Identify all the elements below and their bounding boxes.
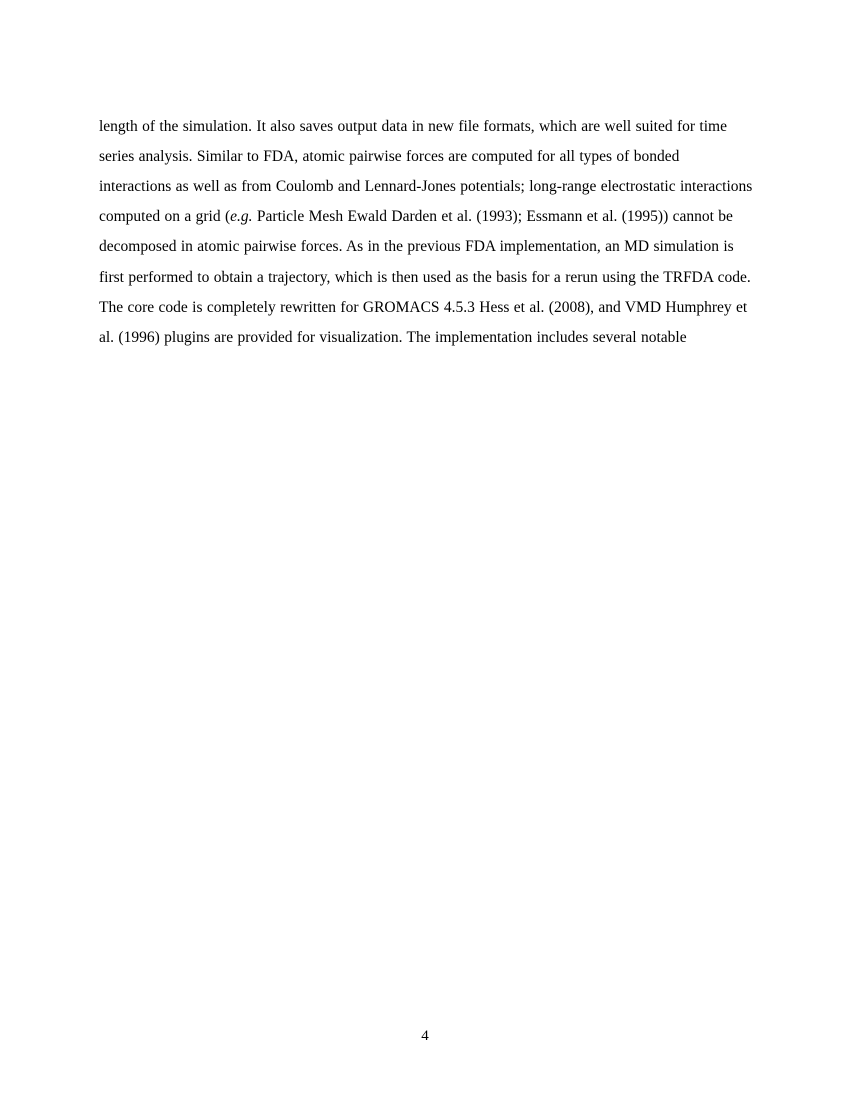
page-number: 4 <box>421 1028 429 1044</box>
paragraph-segment-1: length of the simulation. It also saves output data in new file formats, which are well suited for time series analysis. Similar to FDA, atomic pairwise forces are computed for all types of bonded interactions as well as from Coulomb and Lennard-Jones potentials; long-range electrostatic interactions computed on a grid ( <box>99 117 753 226</box>
body-paragraph <box>99 112 755 354</box>
paragraph-segment-2: Particle Mesh Ewald Darden et al. (1993); Essmann et al. (1995)) cannot be decomposed in atomic pairwise forces. As in the previous FDA implementation, an MD simulation is first performed to obtain a trajectory, which is then used as the basis for a rerun using the TRFDA code. The core code is completely rewritten for GROMACS 4.5.3 Hess et al. (2008), and VMD Humphrey et al. (1996) plugins are provided for visualization. The implementation includes several notable <box>99 208 751 346</box>
paragraph-segment-italic-eg: e.g. <box>230 208 253 226</box>
